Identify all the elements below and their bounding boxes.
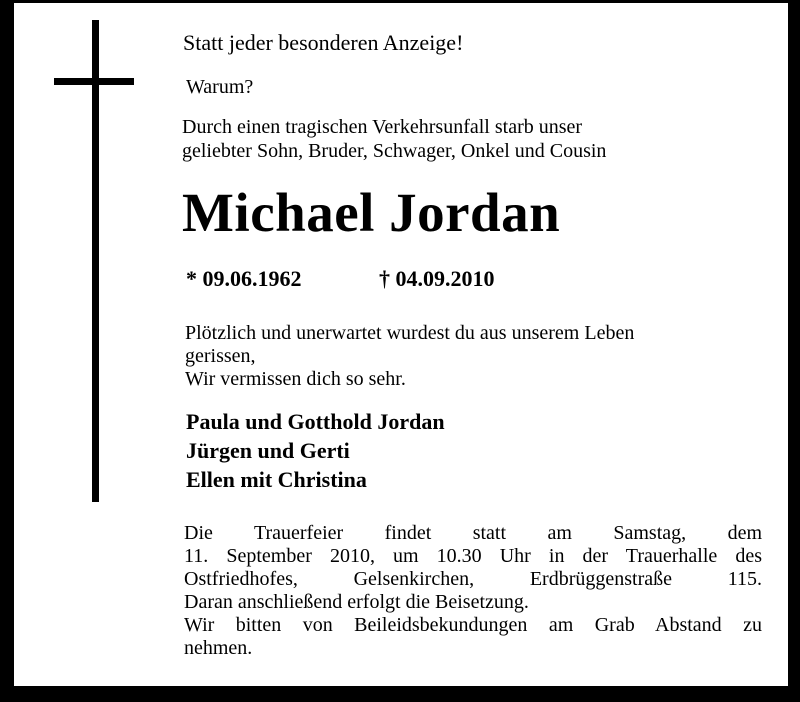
cross-icon-crossbar [54, 78, 134, 85]
announcement-line: Durch einen tragischen Verkehrsunfall starb unser [182, 116, 583, 138]
question-text: Warum? [186, 76, 254, 98]
funeral-service-info [184, 522, 762, 660]
message-line: Plötzlich und unerwartet wurdest du aus unserem Leben [185, 322, 635, 344]
mourner-entry: Jürgen und Gerti [186, 438, 350, 463]
farewell-message [185, 322, 634, 391]
mourners-list [186, 407, 445, 494]
mourner-entry: Paula und Gotthold Jordan [186, 409, 445, 434]
service-line: Daran anschließend erfolgt die Beisetzung. [184, 591, 529, 613]
service-line: nehmen. [184, 637, 253, 659]
service-line: Die Trauerfeier findet statt am Samstag, dem [184, 522, 762, 544]
deceased-name: Michael Jordan [182, 182, 561, 243]
obituary-notice [14, 3, 788, 686]
mourner-entry: Ellen mit Christina [186, 467, 367, 492]
cross-icon [92, 20, 99, 502]
death-date: † 04.09.2010 [379, 266, 495, 291]
intro-heading: Statt jeder besonderen Anzeige! [183, 30, 464, 55]
announcement-text [182, 115, 606, 163]
birth-date: * 09.06.1962 [186, 266, 302, 291]
announcement-line: geliebter Sohn, Bruder, Schwager, Onkel und Cousin [182, 140, 607, 162]
service-line: 11. September 2010, um 10.30 Uhr in der Trauerhalle des [184, 545, 762, 567]
service-line: Ostfriedhofes, Gelsenkirchen, Erdbrüggenstraße 115. [184, 568, 762, 590]
message-line: gerissen, [185, 345, 256, 367]
service-line: Wir bitten von Beileidsbekundungen am Grab Abstand zu [184, 614, 762, 636]
message-line: Wir vermissen dich so sehr. [185, 368, 406, 390]
